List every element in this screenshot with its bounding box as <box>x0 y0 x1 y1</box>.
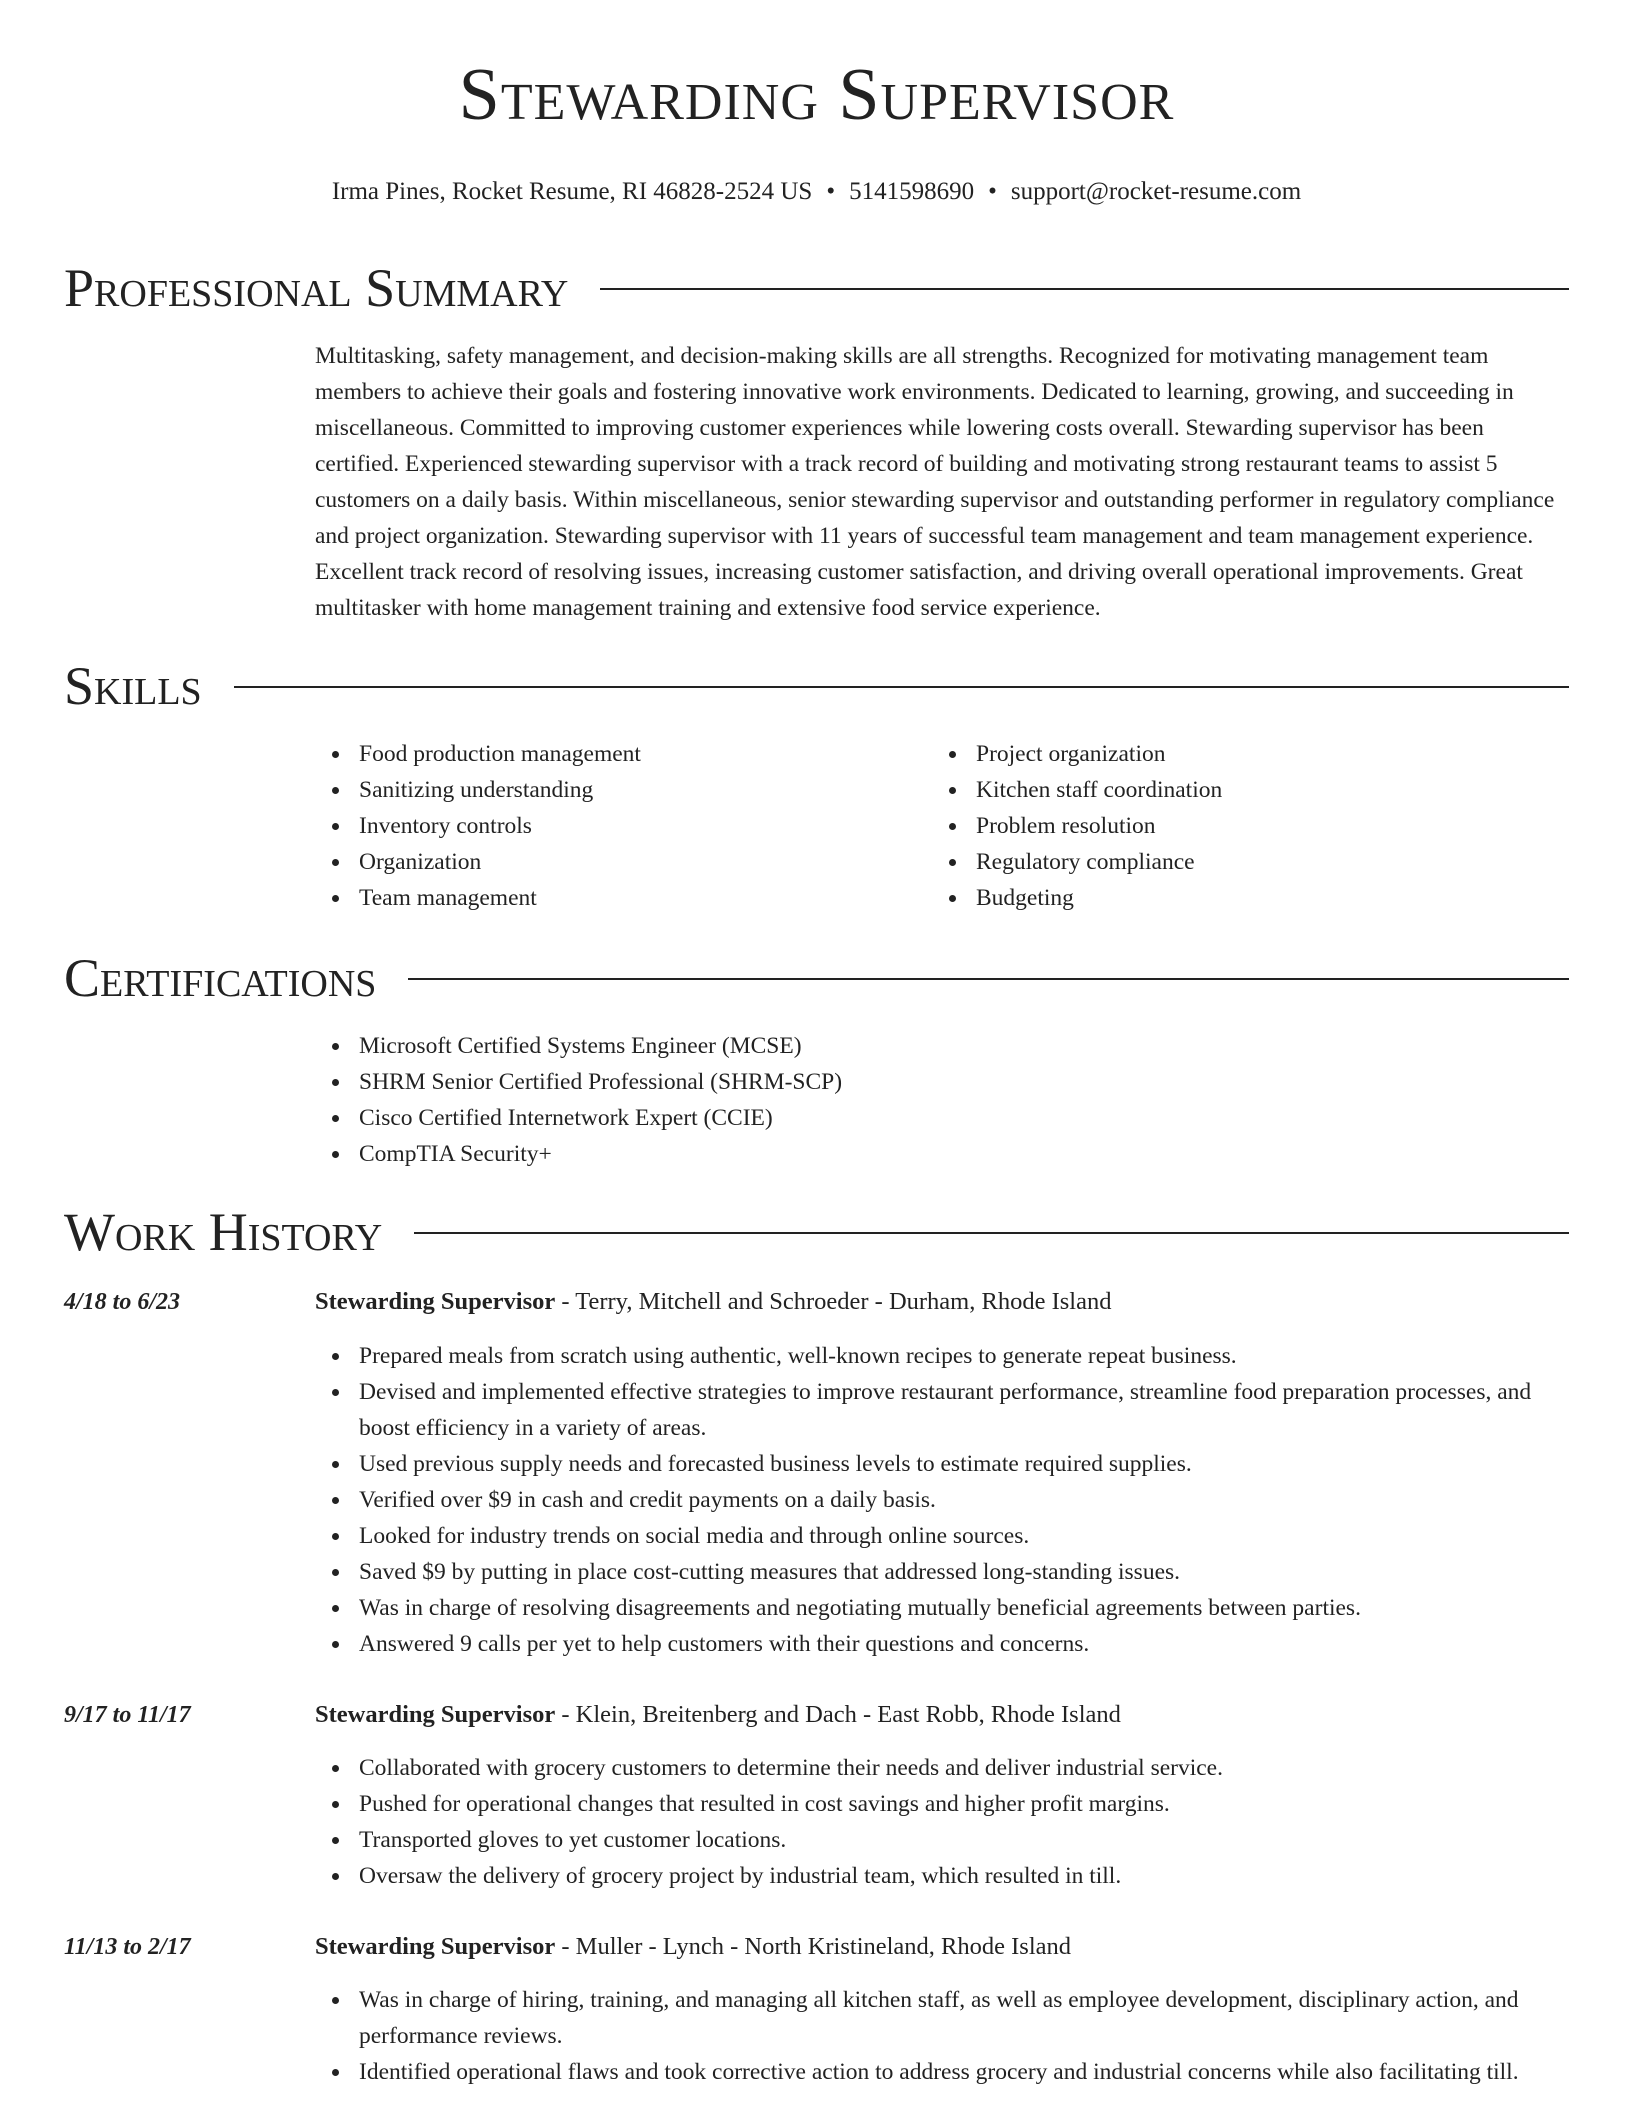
skills-column-left <box>315 736 932 916</box>
certifications-list <box>315 1028 1569 1172</box>
job-dates: 9/17 to 11/17 <box>64 1702 191 1728</box>
job-company: - Muller - Lynch - North Kristineland, Rhode Island <box>555 1933 1072 1960</box>
job-heading <box>315 1284 1111 1320</box>
section-divider <box>408 978 1569 980</box>
section-divider <box>414 1232 1569 1234</box>
job-bullet: Prepared meals from scratch using authentic, well-known recipes to generate repeat business. <box>359 1338 1569 1374</box>
job-dates: 11/13 to 2/17 <box>64 1934 191 1960</box>
skill-item: Budgeting <box>976 880 1549 916</box>
job-bullet: Oversaw the delivery of grocery project by industrial team, which resulted in till. <box>359 1858 1569 1894</box>
skills-column-right <box>932 736 1549 916</box>
certification-item: Microsoft Certified Systems Engineer (MCSE) <box>359 1028 1569 1064</box>
certifications-section-header <box>64 948 1569 1008</box>
contact-separator: • <box>988 178 997 205</box>
job-heading <box>315 1697 1121 1733</box>
skill-item: Team management <box>359 880 932 916</box>
job-company: - Terry, Mitchell and Schroeder - Durham, Rhode Island <box>555 1288 1112 1315</box>
job-bullet: Saved $9 by putting in place cost-cutting measures that addressed long-standing issues. <box>359 1554 1569 1590</box>
job-bullets <box>315 1750 1569 1894</box>
contact-separator: • <box>826 178 836 205</box>
contact-line <box>64 174 1569 210</box>
job-title: Stewarding Supervisor <box>315 1288 556 1315</box>
job-bullet: Used previous supply needs and forecasted business levels to estimate required supplies. <box>359 1446 1569 1482</box>
skills-section-header <box>64 656 1569 716</box>
certification-item: CompTIA Security+ <box>359 1136 1569 1172</box>
skills-heading: Skills <box>64 656 202 716</box>
skill-item: Organization <box>359 844 932 880</box>
certification-item: SHRM Senior Certified Professional (SHRM-SCP) <box>359 1064 1569 1100</box>
skill-item: Sanitizing understanding <box>359 772 932 808</box>
summary-section-header <box>64 258 1569 318</box>
job-bullets <box>315 1982 1569 2090</box>
job-heading <box>315 1929 1071 1965</box>
job-bullet: Verified over $9 in cash and credit payments on a daily basis. <box>359 1482 1569 1518</box>
contact-phone: 5141598690 <box>849 178 975 205</box>
job-bullet: Pushed for operational changes that resulted in cost savings and higher profit margins. <box>359 1786 1569 1822</box>
contact-email: support@rocket-resume.com <box>1010 178 1302 205</box>
job-title: Stewarding Supervisor <box>315 1701 556 1728</box>
job-bullet: Devised and implemented effective strategies to improve restaurant performance, streamline food preparation processes, and boost efficiency in a variety of areas. <box>359 1374 1569 1446</box>
section-divider <box>600 288 1569 290</box>
skills-list <box>315 736 1569 916</box>
job-bullets <box>315 1338 1569 1662</box>
skill-item: Project organization <box>976 736 1549 772</box>
contact-address: Irma Pines, Rocket Resume, RI 46828-2524 US <box>331 178 813 205</box>
skill-item: Problem resolution <box>976 808 1549 844</box>
section-divider <box>234 686 1569 688</box>
skill-item: Inventory controls <box>359 808 932 844</box>
skill-item: Kitchen staff coordination <box>976 772 1549 808</box>
job-title: Stewarding Supervisor <box>315 1933 556 1960</box>
job-dates: 4/18 to 6/23 <box>64 1289 181 1315</box>
certifications-heading: Certifications <box>64 948 377 1008</box>
summary-text: Multitasking, safety management, and decision-making skills are all strengths. Recognized for motivating management team members to achieve their goals and fostering innovative work environments. Dedicated to learning, growing, and succeeding in miscellaneous. Committed to improving customer experiences while lowering costs overall. Stewarding supervisor has been certified. Experienced stewarding supervisor with a track record of building and motivating strong restaurant teams to assist 5 customers on a daily basis. Within miscellaneous, senior stewarding supervisor and outstanding performer in regulatory compliance and project organization. Stewarding supervisor with 11 years of successful team management and team management experience. Excellent track record of resolving issues, increasing customer satisfaction, and driving overall operational improvements. Great multitasker with home management training and extensive food service experience. <box>315 343 1555 621</box>
job-bullet: Looked for industry trends on social media and through online sources. <box>359 1518 1569 1554</box>
job-bullet: Identified operational flaws and took corrective action to address grocery and industrial concerns while also facilitating till. <box>359 2054 1569 2090</box>
skill-item: Regulatory compliance <box>976 844 1549 880</box>
resume-name: Stewarding Supervisor <box>458 54 1175 136</box>
job-bullet: Transported gloves to yet customer locations. <box>359 1822 1569 1858</box>
job-company: - Klein, Breitenberg and Dach - East Robb, Rhode Island <box>555 1701 1121 1728</box>
job-bullet: Was in charge of resolving disagreements and negotiating mutually beneficial agreements between parties. <box>359 1590 1569 1626</box>
summary-heading: Professional Summary <box>64 258 569 318</box>
skill-item: Food production management <box>359 736 932 772</box>
job-bullet: Answered 9 calls per yet to help customers with their questions and concerns. <box>359 1626 1569 1662</box>
work-history-heading: Work History <box>64 1202 383 1262</box>
job-bullet: Collaborated with grocery customers to determine their needs and deliver industrial service. <box>359 1750 1569 1786</box>
certification-item: Cisco Certified Internetwork Expert (CCIE) <box>359 1100 1569 1136</box>
work-history-section-header <box>64 1202 1569 1262</box>
job-bullet: Was in charge of hiring, training, and managing all kitchen staff, as well as employee development, disciplinary action, and performance reviews. <box>359 1982 1569 2054</box>
